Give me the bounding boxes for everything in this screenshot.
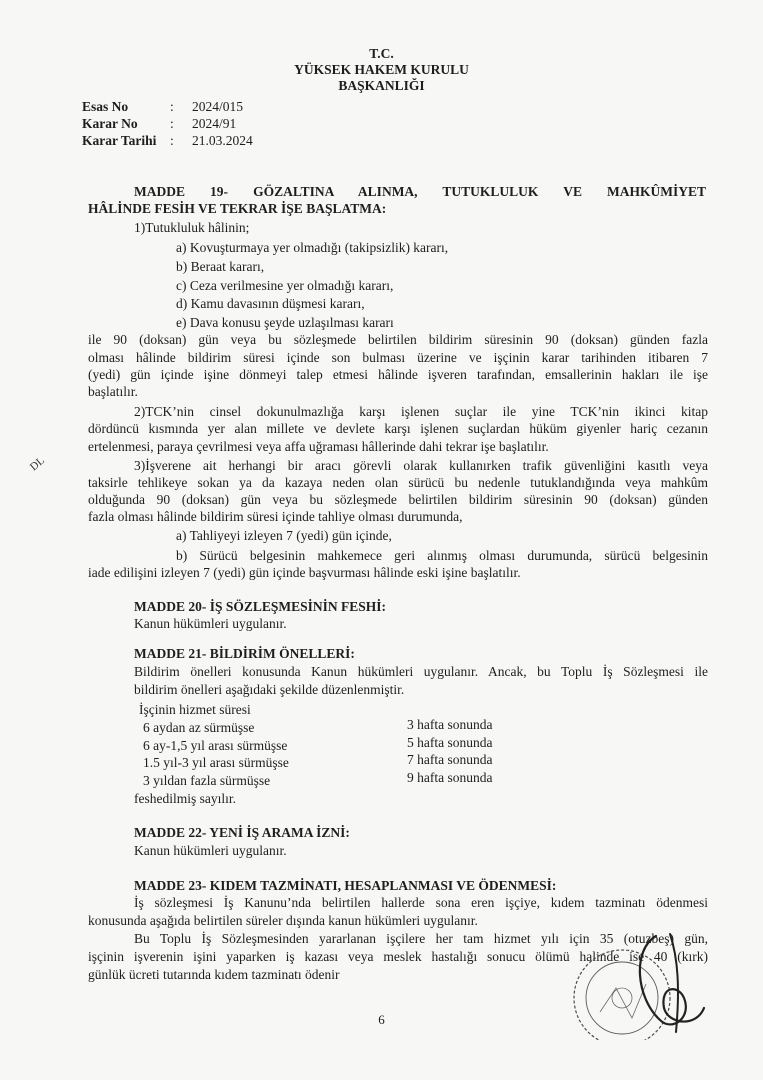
meta-sep: : (170, 133, 174, 148)
madde19-p3-item-b-1: b) Sürücü belgesinin mahkemece geri alınmış olması durumunda, sürücü belgesinin (176, 548, 708, 563)
madde20-title: MADDE 20- İŞ SÖZLEŞMESİNİN FESHİ: (134, 599, 387, 614)
meta-label: Esas No (82, 99, 129, 114)
meta-row-tarih (82, 132, 253, 149)
madde23-p1-line-1: İş sözleşmesi İş Kanunu’nda belirtilen hallerde sona eren işçiye, kıdem tazminatı ödenmesi (134, 895, 708, 910)
madde22-title: MADDE 22- YENİ İŞ ARAMA İZNİ: (134, 825, 350, 840)
notice-duration: 3 hafta sonunda (407, 717, 493, 732)
madde19-item-d: d) Kamu davasının düşmesi kararı, (176, 296, 365, 311)
meta-value: 2024/015 (192, 99, 244, 114)
madde19-p1-body-1: ile 90 (doksan) gün veya bu sözleşmede belirtilen bildirim süresinin 90 (doksan) günden fazla (88, 332, 708, 347)
madde23-p2-line-2: işçinin işverenin işini yaparken iş kazası veya meslek hastalığı sonucu ölümü halinde ise 40 (kırk) (88, 949, 708, 964)
madde19-title-line-2: HÂLİNDE FESİH VE TEKRAR İŞE BAŞLATMA: (88, 201, 387, 216)
madde19-item-c: c) Ceza verilmesine yer olmadığı kararı, (176, 278, 394, 293)
madde21-title: MADDE 21- BİLDİRİM ÖNELLERİ: (134, 646, 355, 661)
madde23-p1-line-2: konusunda aşağıda belirtilen süreler dışında kanun hükümleri uygulanır. (88, 913, 478, 928)
madde19-item-b: b) Beraat kararı, (176, 259, 265, 274)
notice-period: 1.5 yıl-3 yıl arası sürmüşse (143, 755, 289, 770)
meta-value: 21.03.2024 (192, 133, 253, 148)
meta-row-esas (82, 98, 253, 115)
madde19-p2-line-3: ertelenmesi, paraya çevrilmesi veya affa uğraması hâllerinde dahi tekrar işe başlatılır. (88, 439, 549, 454)
madde19-item-a: a) Kovuşturmaya yer olmadığı (takipsizlik) kararı, (176, 240, 449, 255)
notice-period: 6 aydan az sürmüşse (143, 720, 255, 735)
madde19-p3-line-1: 3)İşverene ait herhangi bir aracı görevli olarak kullanırken trafik güvenliğini kasıtlı veya (134, 458, 708, 473)
meta-row-karar (82, 115, 253, 132)
meta-sep: : (170, 99, 174, 114)
margin-initials: DL (27, 454, 47, 474)
madde19-p3-item-b-2: iade edilişini izleyen 7 (yedi) gün içinde başvurması hâlinde eski işine başlatılır. (88, 565, 521, 580)
madde19-p3-item-a: a) Tahliyeyi izleyen 7 (yedi) gün içinde, (176, 528, 392, 543)
madde21-body-1: Bildirim önelleri konusunda Kanun hükümleri uygulanır. Ancak, bu Toplu İş Sözleşmesi ile (134, 664, 708, 679)
page-number: 6 (378, 1012, 385, 1027)
notice-duration: 7 hafta sonunda (407, 752, 493, 767)
meta-label: Karar No (82, 116, 138, 131)
madde19-p3-line-4: fazla olması hâlinde bildirim süresi içinde tahliye olması durumunda, (88, 509, 463, 524)
meta-label: Karar Tarihi (82, 133, 157, 148)
madde19-p3-line-2: taksirle tehlikeye sokan ya da kazaya neden olan sürücü bu nedenle tutuklandığında veya mahkûm (88, 475, 708, 490)
madde19-p3-line-3: olduğunda 90 (doksan) gün veya bu sözleşmede belirtilen bildirim süresinin 90 (doksan) günden (88, 492, 708, 507)
meta-sep: : (170, 116, 174, 131)
madde19-p1-body-3: (yedi) gün içinde işine dönmeyi talep etmesi hâlinde işveren tarafından, emsallerinin hakları ile işe (88, 367, 708, 382)
madde19-p2-line-1: 2)TCK’nin cinsel dokunulmazlığa karşı işlenen suçlar ile yine TCK’nin ikinci kitap (134, 404, 708, 419)
header-line-1: T.C. (369, 46, 394, 61)
notice-duration: 5 hafta sonunda (407, 735, 493, 750)
notice-period: 6 ay-1,5 yıl arası sürmüşse (143, 738, 288, 753)
madde19-title-line-1: MADDE 19- GÖZALTINA ALINMA, TUTUKLULUK VE MAHKÛMİYET (134, 184, 706, 199)
meta-value: 2024/91 (192, 116, 237, 131)
madde23-title: MADDE 23- KIDEM TAZMİNATI, HESAPLANMASI VE ÖDENMESİ: (134, 878, 557, 893)
notice-period: 3 yıldan fazla sürmüşse (143, 773, 271, 788)
notice-duration: 9 hafta sonunda (407, 770, 493, 785)
header-line-2: YÜKSEK HAKEM KURULU (294, 62, 469, 77)
madde22-body: Kanun hükümleri uygulanır. (134, 843, 287, 858)
madde19-p1-intro: 1)Tutukluluk hâlinin; (134, 220, 250, 235)
madde19-p1-body-2: olması hâlinde bildirim süresi içinde son bulması üzerine ve işçinin karar tarihinden itibaren 7 (88, 350, 708, 365)
madde19-p1-body-4: başlatılır. (88, 384, 138, 399)
madde19-p2-line-2: dördüncü kısmında yer alan millete ve devlete karşı işlenen suçlardan hüküm giyenler hariç cezanın (88, 421, 708, 436)
madde19-item-e: e) Dava konusu şeyde uzlaşılması kararı (176, 315, 394, 330)
notice-table-foot: feshedilmiş sayılır. (134, 791, 236, 806)
madde21-body-2: bildirim önelleri aşağıdaki şekilde düzenlenmiştir. (134, 682, 405, 697)
header-line-3: BAŞKANLIĞI (338, 78, 425, 93)
madde20-body: Kanun hükümleri uygulanır. (134, 616, 287, 631)
case-meta (82, 98, 253, 149)
madde23-p2-line-1: Bu Toplu İş Sözleşmesinden yararlanan işçilere her tam hizmet yılı için 35 (otuzbeş) gün, (134, 931, 708, 946)
notice-table-head: İşçinin hizmet süresi (139, 702, 251, 717)
madde23-p2-line-3: günlük ücreti tutarında kıdem tazminatı ödenir (88, 967, 340, 982)
